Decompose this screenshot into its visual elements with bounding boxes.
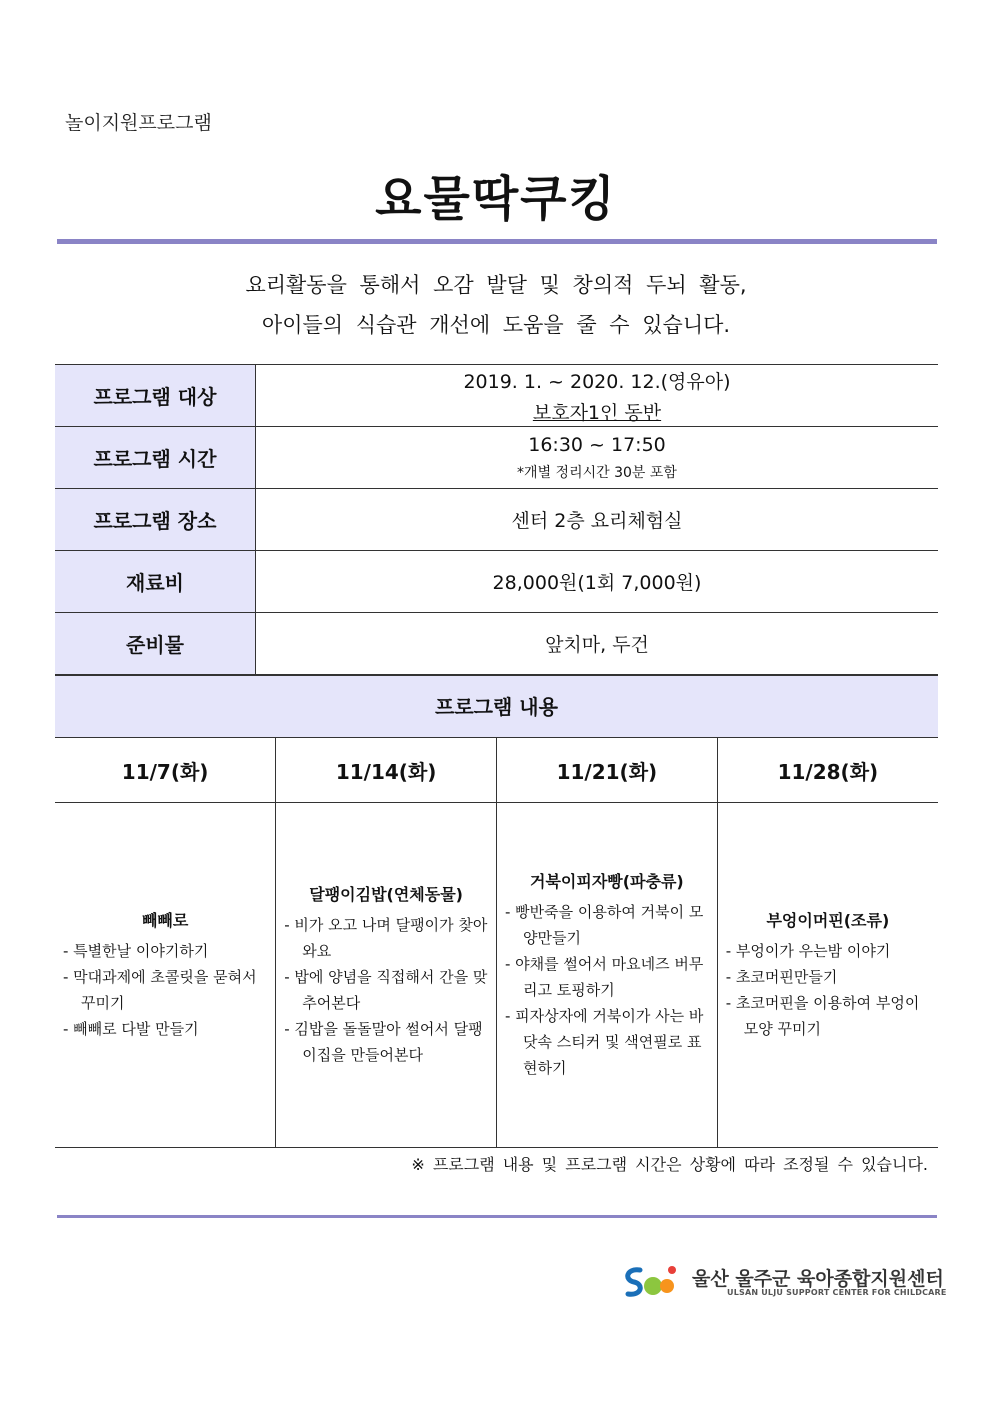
activity-list	[726, 938, 930, 1042]
session-date: 11/14(화)	[276, 738, 497, 803]
center-logo-icon	[620, 1262, 680, 1302]
program-category: 놀이지원프로그램	[65, 112, 212, 134]
target-sub: 보호자1인 동반	[532, 401, 662, 424]
session-date: 11/21(화)	[497, 738, 718, 803]
fee-value: 28,000원(1회 7,000원)	[256, 551, 939, 613]
org-name: 울산 울주군 육아종합지원센터	[692, 1268, 944, 1290]
schedule-table	[55, 738, 938, 1148]
intro-text	[0, 265, 992, 345]
session-title: 거북이피자빵(파충류)	[530, 872, 684, 891]
info-row-fee	[55, 551, 938, 613]
session-date: 11/28(화)	[717, 738, 938, 803]
session-cell	[497, 803, 718, 1148]
schedule-date-row	[55, 738, 938, 803]
info-row-place	[55, 489, 938, 551]
activity-item: - 빼빼로 다발 만들기	[63, 1020, 199, 1038]
target-label: 프로그램 대상	[55, 365, 256, 427]
place-value: 센터 2층 요리체험실	[256, 489, 939, 551]
time-label: 프로그램 시간	[55, 427, 256, 489]
content-heading: 프로그램 내용	[55, 675, 938, 738]
supplies-label: 준비물	[55, 613, 256, 675]
fee-label: 재료비	[55, 551, 256, 613]
supplies-value: 앞치마, 두건	[256, 613, 939, 675]
activity-item: - 초코머핀만들기	[725, 968, 838, 986]
program-info-table	[55, 364, 938, 675]
activity-list	[284, 912, 488, 1068]
session-date: 11/7(화)	[55, 738, 276, 803]
place-label: 프로그램 장소	[55, 489, 256, 551]
session-cell	[717, 803, 938, 1148]
activity-item: - 초코머핀을 이용하여 부엉이 모양 꾸미기	[725, 994, 920, 1038]
org-name-en: ULSAN ULJU SUPPORT CENTER FOR CHILDCARE	[727, 1288, 947, 1297]
session-cell	[55, 803, 276, 1148]
activity-list	[505, 899, 709, 1081]
info-row-target	[55, 365, 938, 427]
info-row-time	[55, 427, 938, 489]
session-title: 빼빼로	[141, 911, 189, 930]
activity-item: - 밥에 양념을 직접해서 간을 맞추어본다	[284, 968, 488, 1012]
session-title: 달팽이김밥(연체동물)	[309, 885, 463, 904]
activity-item: - 비가 오고 나며 달팽이가 찾아와요	[284, 916, 488, 960]
page-title: 요물딱쿠킹	[375, 171, 617, 227]
activity-item: - 특별한날 이야기하기	[63, 942, 209, 960]
activity-item: - 피자상자에 거북이가 사는 바닷속 스티커 및 색연필로 표현하기	[505, 1007, 704, 1077]
schedule-activity-row	[55, 803, 938, 1148]
session-title: 부엉이머핀(조류)	[766, 911, 890, 930]
activity-item: - 막대과제에 초콜릿을 묻혀서 꾸미기	[63, 968, 257, 1012]
organization-logo	[620, 1262, 947, 1302]
top-divider	[57, 239, 937, 244]
time-sub: *개별 정리시간 30분 포함	[517, 464, 677, 481]
activity-item: - 야채를 썰어서 마요네즈 버무리고 토핑하기	[505, 955, 704, 999]
session-cell	[276, 803, 497, 1148]
activity-item: - 김밥을 돌돌말아 썰어서 달팽이집을 만들어본다	[284, 1020, 483, 1064]
time-value: 16:30 ~ 17:50	[528, 433, 666, 456]
time-value-cell	[256, 427, 939, 489]
intro-line-2: 아이들의 식습관 개선에 도움을 줄 수 있습니다.	[261, 313, 731, 337]
target-value: 2019. 1. ~ 2020. 12.(영유아)	[463, 370, 731, 393]
intro-line-1: 요리활동을 통해서 오감 발달 및 창의적 두뇌 활동,	[245, 273, 747, 297]
target-value-cell	[256, 365, 939, 427]
activity-item: - 빵반죽을 이용하여 거북이 모양만들기	[505, 903, 704, 947]
schedule-notice: ※ 프로그램 내용 및 프로그램 시간은 상황에 따라 조정될 수 있습니다.	[411, 1155, 928, 1174]
bottom-divider	[57, 1215, 937, 1218]
activity-item: - 부엉이가 우는밤 이야기	[725, 942, 891, 960]
activity-list	[63, 938, 267, 1042]
info-row-supplies	[55, 613, 938, 675]
